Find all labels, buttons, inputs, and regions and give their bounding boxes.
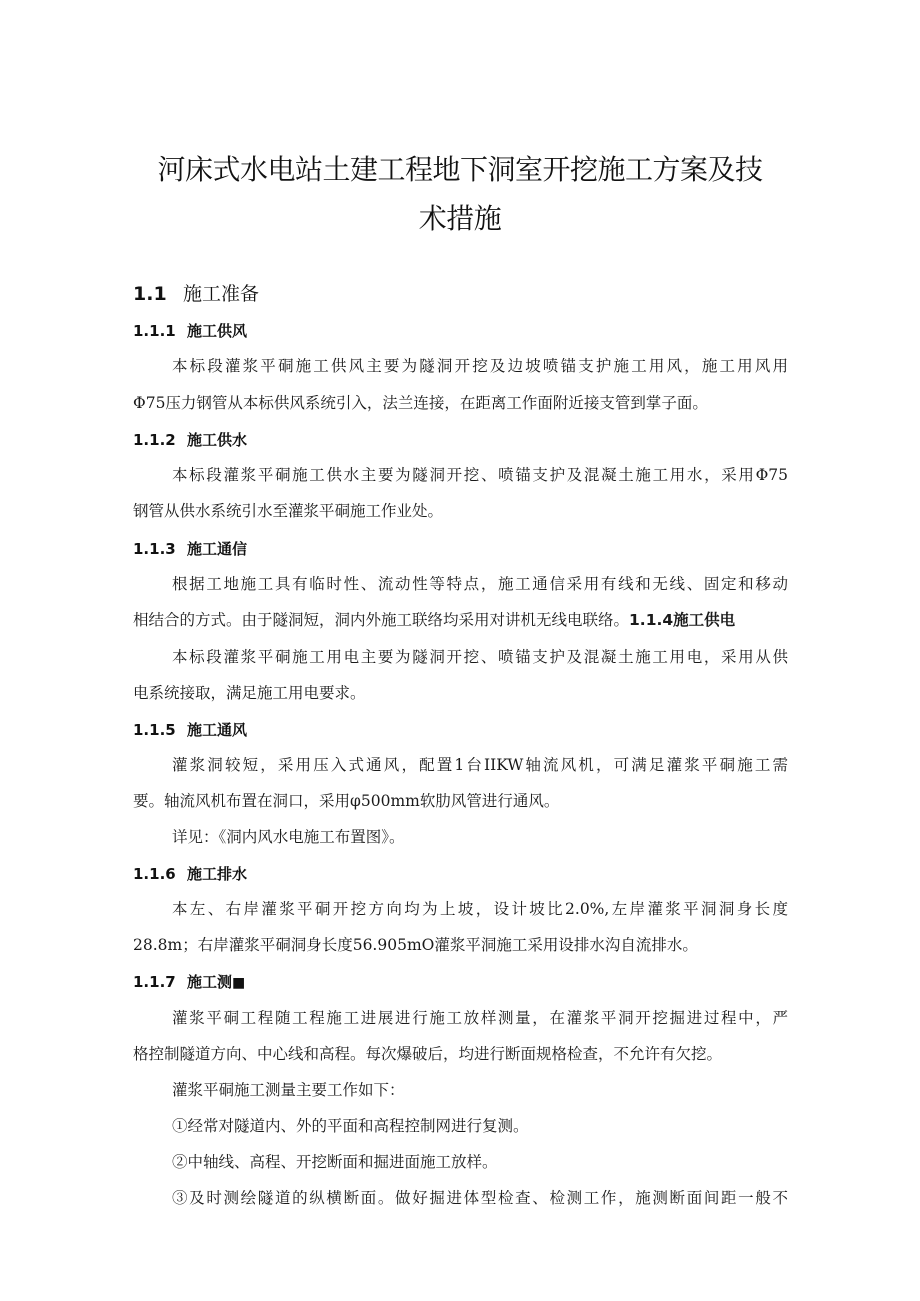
list-item: ②中轴线、高程、开挖断面和掘进面施工放样。 <box>172 1153 498 1171</box>
section-heading <box>133 279 259 306</box>
list-item: ③及时测绘隧道的纵横断面。做好掘进体型检查、检测工作，施测断面间距一般不 <box>172 1189 788 1207</box>
subsection-label: 施工通风 <box>187 721 248 739</box>
subsection-number: 1.1.5 <box>133 721 176 739</box>
section-number: 1.1 <box>133 283 167 305</box>
subsection-label: 施工排水 <box>187 865 248 883</box>
paragraph-line <box>133 610 735 630</box>
square-glyph: ■ <box>232 975 246 991</box>
subsection-number: 1.1.2 <box>133 431 176 449</box>
subsection-heading-1-1-6 <box>133 863 247 884</box>
section-label: 施工准备 <box>183 283 260 305</box>
paragraph-line: 本标段灌浆平硐施工供风主要为隧洞开挖及边坡喷锚支护施工用风，施工用风用 <box>172 357 788 375</box>
document-title-line-2: 术措施 <box>418 202 502 235</box>
paragraph-line: 详见：《洞内风水电施工布置图》。 <box>172 828 405 846</box>
paragraph-line: Φ75压力钢管从本标供风系统引入，法兰连接，在距离工作面附近接支管到掌子面。 <box>133 394 708 412</box>
paragraph-line: 灌浆平硐工程随工程施工进展进行施工放样测量，在灌浆平洞开挖掘进过程中，严 <box>172 1009 788 1027</box>
paragraph-line: 本标段灌浆平硐施工用电主要为隧洞开挖、喷锚支护及混凝土施工用电，采用从供 <box>172 648 788 666</box>
paragraph-text: 相结合的方式。由于隧洞短，洞内外施工联络均采用对讲机无线电联络。 <box>133 611 630 629</box>
subsection-label: 施工通信 <box>187 540 248 558</box>
inline-subsection-heading-1-1-4: 1.1.4施工供电 <box>629 611 736 629</box>
subsection-heading-1-1-7 <box>133 971 245 992</box>
list-item: ①经常对隧道内、外的平面和高程控制网进行复测。 <box>172 1117 529 1135</box>
subsection-number: 1.1.6 <box>133 865 176 883</box>
paragraph-line: 要。轴流风机布置在洞口，采用φ500mm软肋风管进行通风。 <box>133 792 560 810</box>
paragraph-line: 28.8m；右岸灌浆平硐洞身长度56.905mO灌浆平洞施工采用设排水沟自流排水。 <box>133 936 698 954</box>
subsection-number: 1.1.3 <box>133 540 176 558</box>
document-title-line-1: 河床式水电站土建工程地下洞室开挖施工方案及技 <box>157 153 763 186</box>
subsection-number: 1.1.1 <box>133 322 176 340</box>
paragraph-line: 灌浆洞较短，采用压入式通风，配置1台IIKW轴流风机，可满足灌浆平硐施工需 <box>172 756 788 774</box>
subsection-label: 施工供水 <box>187 431 248 449</box>
paragraph-line: 格控制隧道方向、中心线和高程。每次爆破后，均进行断面规格检查，不允许有欠挖。 <box>133 1045 723 1063</box>
paragraph-line: 本左、右岸灌浆平硐开挖方向均为上坡，设计坡比2.0%,左岸灌浆平洞洞身长度 <box>172 900 788 918</box>
subsection-heading-1-1-2 <box>133 429 247 450</box>
paragraph-line: 灌浆平硐施工测量主要工作如下： <box>172 1081 405 1099</box>
paragraph-line: 根据工地施工具有临时性、流动性等特点，施工通信采用有线和无线、固定和移动 <box>172 575 788 593</box>
subsection-heading-1-1-5 <box>133 719 247 740</box>
subsection-label: 施工测 <box>187 973 233 991</box>
paragraph-line: 本标段灌浆平硐施工供水主要为隧洞开挖、喷锚支护及混凝土施工用水，采用Φ75 <box>172 466 788 484</box>
subsection-label: 施工供风 <box>187 322 248 340</box>
subsection-number: 1.1.7 <box>133 973 176 991</box>
paragraph-line: 钢管从供水系统引水至灌浆平硐施工作业处。 <box>133 502 444 520</box>
paragraph-line: 电系统接取，满足施工用电要求。 <box>133 684 366 702</box>
subsection-heading-1-1-1 <box>133 320 247 341</box>
subsection-heading-1-1-3 <box>133 538 247 559</box>
